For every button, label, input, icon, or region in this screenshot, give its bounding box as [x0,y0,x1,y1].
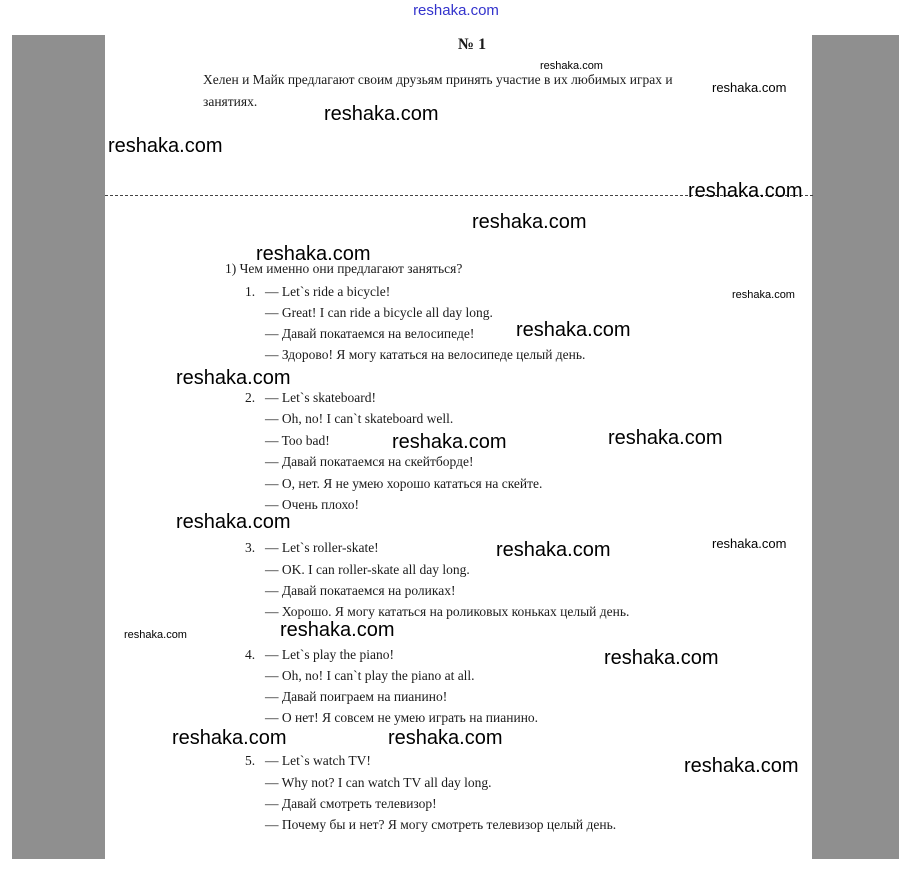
exercise-heading: № 1 [458,36,487,53]
dialogue-line: — Great! I can ride a bicycle all day long. [265,305,493,320]
dialogue-line: — Давай покатаемся на скейтборде! [265,454,474,469]
watermark: reshaka.com [516,319,631,341]
exercise-number: 2. [245,390,256,405]
dialogue-line: — О нет! Я совсем не умею играть на пианино. [265,710,539,725]
right-margin-bar [812,35,899,859]
watermark: reshaka.com [688,180,803,202]
exercise-number: 5. [245,753,256,768]
watermark: reshaka.com [608,427,723,449]
dialogue-line: — Let`s skateboard! [265,390,376,405]
dialogue-line: — Хорошо. Я могу кататься на роликовых коньках целый день. [265,604,630,619]
watermark: reshaka.com [388,727,503,749]
watermark: reshaka.com [280,619,395,641]
watermark: reshaka.com [472,211,587,233]
watermark: reshaka.com [176,367,291,389]
dialogue-line: — Почему бы и нет? Я могу смотреть телевизор целый день. [265,817,617,832]
dialogue-line: — Давай поиграем на пианино! [265,689,448,704]
question-text: 1) Чем именно они предлагают заняться? [225,261,463,276]
intro-text: Хелен и Майк предлагают своим друзьям принять участие в их любимых играх и занятиях. [203,72,673,109]
watermark: reshaka.com [108,135,223,157]
watermark: reshaka.com [124,629,187,641]
watermark: reshaka.com [732,289,795,301]
watermark: reshaka.com [496,539,611,561]
watermark: reshaka.com [712,80,787,95]
left-margin-bar [12,35,105,859]
dialogue-line: — Too bad! [265,433,330,448]
dialogue-line: — Здорово! Я могу кататься на велосипеде целый день. [265,347,586,362]
dialogue-line: — Oh, no! I can`t skateboard well. [265,411,454,426]
dialogue-line: — Let`s roller-skate! [265,540,379,555]
dialogue-line: — Let`s ride a bicycle! [265,284,391,299]
watermark: reshaka.com [256,243,371,265]
exercise-number: 3. [245,540,256,555]
watermark: reshaka.com [176,511,291,533]
dialogue-line: — Очень плохо! [265,497,360,512]
dialogue-line: — Давай покатаемся на велосипеде! [265,326,475,341]
watermark: reshaka.com [684,755,799,777]
dialogue-line: — Let`s play the piano! [265,647,394,662]
watermark: reshaka.com [712,536,787,551]
watermark: reshaka.com [172,727,287,749]
dialogue-line: — OK. I can roller-skate all day long. [265,562,470,577]
dialogue-line: — Давай смотреть телевизор! [265,796,437,811]
dialogue-line: — О, нет. Я не умею хорошо кататься на скейте. [265,476,543,491]
dialogue-line: — Why not? I can watch TV all day long. [265,775,492,790]
dialogue-line: — Oh, no! I can`t play the piano at all. [265,668,475,683]
dialogue-line: — Let`s watch TV! [265,753,371,768]
watermark: reshaka.com [392,431,507,453]
dialogue-line: — Давай покатаемся на роликах! [265,583,456,598]
exercise-number: 1. [245,284,256,299]
site-link[interactable]: reshaka.com [413,2,499,19]
watermark: reshaka.com [324,103,439,125]
exercise-number: 4. [245,647,256,662]
watermark: reshaka.com [540,60,603,72]
watermark: reshaka.com [604,647,719,669]
